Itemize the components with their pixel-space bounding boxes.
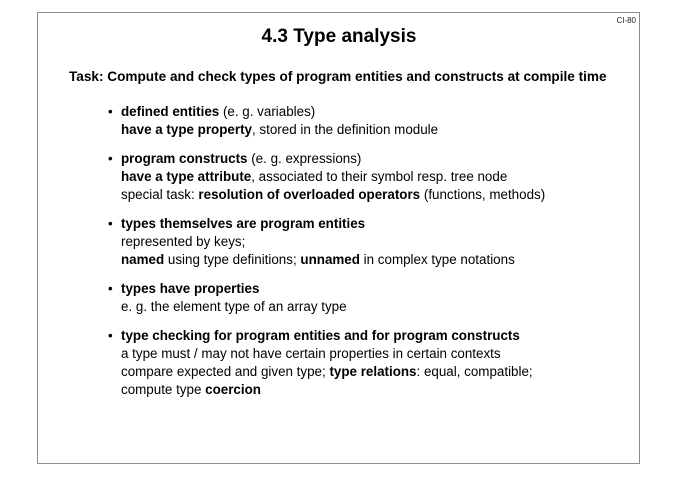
text-segment: : equal, compatible; <box>416 364 533 379</box>
bullet-heading <box>108 150 628 168</box>
text-segment: compute type <box>121 382 206 397</box>
bullet-line <box>108 168 628 186</box>
bullet-line <box>108 121 628 139</box>
bullet-dot-icon: • <box>108 281 113 296</box>
bold-term: unnamed <box>300 252 360 267</box>
bullet-item <box>108 215 628 269</box>
bold-term: type checking for program entities and for program constructs <box>121 328 520 343</box>
bullet-line <box>108 298 628 316</box>
task-statement: Task: Compute and check types of program entities and constructs at compile time <box>69 69 607 84</box>
bold-term: coercion <box>205 382 261 397</box>
bold-term: defined entities <box>121 104 220 119</box>
bold-term: types themselves are program entities <box>121 216 366 231</box>
bullet-dot-icon: • <box>108 328 113 343</box>
bullet-dot-icon: • <box>108 104 113 119</box>
bullet-item <box>108 103 628 139</box>
bullet-item <box>108 280 628 316</box>
bullet-list <box>108 103 628 410</box>
slide-id: CI-80 <box>616 16 636 25</box>
text-segment: (e. g. variables) <box>219 104 316 119</box>
bold-term: types have properties <box>121 281 260 296</box>
bullet-dot-icon: • <box>108 216 113 231</box>
bullet-heading <box>108 327 628 345</box>
bullet-line <box>108 345 628 363</box>
text-segment: represented by keys; <box>121 234 246 249</box>
bullet-line <box>108 381 628 399</box>
text-segment: compare expected and given type; <box>121 364 330 379</box>
bullet-line <box>108 233 628 251</box>
bullet-dot-icon: • <box>108 151 113 166</box>
bold-term: named <box>121 252 165 267</box>
text-segment: a type must / may not have certain properties in certain contexts <box>121 346 501 361</box>
text-segment: (e. g. expressions) <box>247 151 362 166</box>
text-segment: (functions, methods) <box>420 187 546 202</box>
bullet-heading <box>108 103 628 121</box>
bold-term: type relations <box>329 364 417 379</box>
slide-title: 4.3 Type analysis <box>261 26 417 47</box>
bullet-item <box>108 327 628 399</box>
bullet-line <box>108 186 628 204</box>
text-segment: using type definitions; <box>164 252 301 267</box>
text-segment: in complex type notations <box>359 252 515 267</box>
bullet-item <box>108 150 628 204</box>
bold-term: have a type property <box>121 122 252 137</box>
bullet-heading <box>108 215 628 233</box>
bullet-heading <box>108 280 628 298</box>
text-segment: special task: <box>121 187 199 202</box>
bold-term: program constructs <box>121 151 248 166</box>
bullet-line <box>108 251 628 269</box>
text-segment: , associated to their symbol resp. tree node <box>251 169 508 184</box>
bullet-line <box>108 363 628 381</box>
bold-term: have a type attribute <box>121 169 252 184</box>
bold-term: resolution of overloaded operators <box>198 187 421 202</box>
text-segment: , stored in the definition module <box>251 122 439 137</box>
text-segment: e. g. the element type of an array type <box>121 299 347 314</box>
